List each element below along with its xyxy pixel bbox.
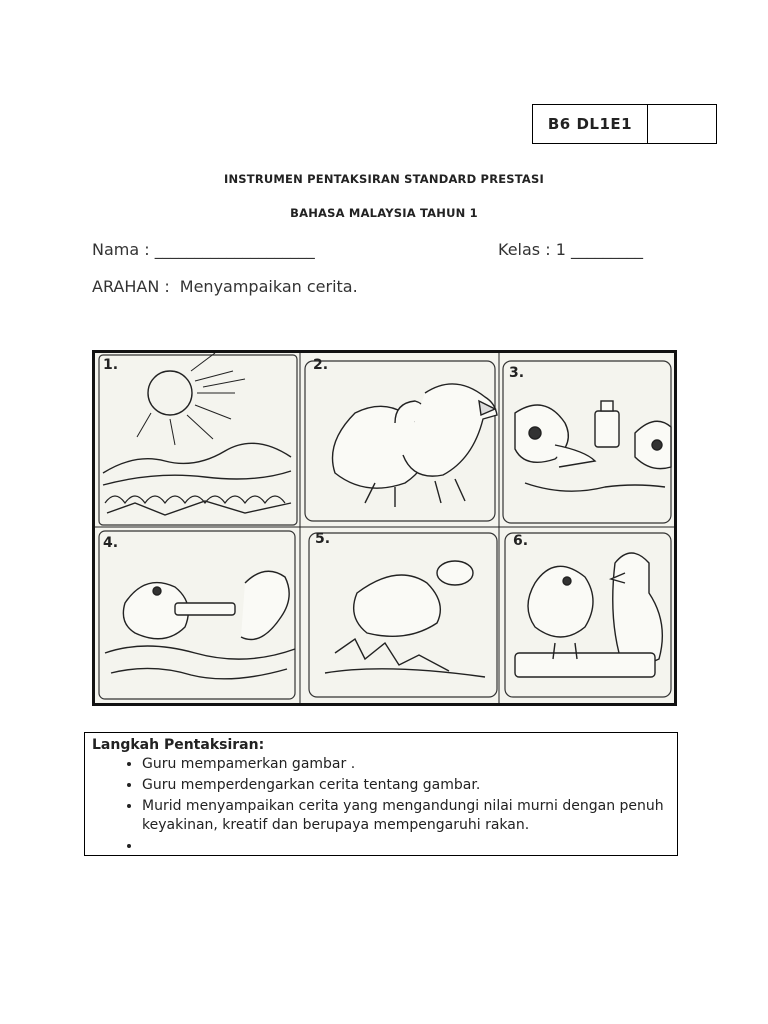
- steps-list: [92, 755, 670, 856]
- panel-number-5: 5.: [315, 531, 331, 547]
- instruction: [92, 277, 358, 296]
- instruction-text: Menyampaikan cerita.: [179, 277, 358, 296]
- name-field: Nama : ____________________: [92, 240, 315, 259]
- score-cell: [648, 105, 716, 143]
- assessment-steps-box: [84, 732, 678, 856]
- panel-2-scene: [333, 384, 498, 507]
- story-illustration: [95, 353, 674, 703]
- assessment-code-box: [532, 104, 717, 144]
- panel-number-4: 4.: [103, 535, 119, 551]
- heading-subject: BAHASA MALAYSIA TAHUN 1: [290, 206, 478, 220]
- step-item: • Murid menyampaikan cerita yang mengandungi nilai murni dengan penuh keyakinan, kreatif dan berupaya mempengaruhi rakan.: [142, 797, 670, 835]
- assessment-code: B6 DL1E1: [533, 105, 648, 143]
- class-field: Kelas : 1 _________: [498, 240, 643, 259]
- story-picture-grid: [92, 350, 677, 706]
- panel-4-scene: [105, 571, 295, 679]
- panel-3-scene: [515, 401, 671, 491]
- heading-instrument: INSTRUMEN PENTAKSIRAN STANDARD PRESTASI: [223, 172, 544, 186]
- instruction-label: ARAHAN :: [92, 277, 170, 296]
- panel-1-scene: [103, 353, 291, 515]
- panel-number-6: 6.: [513, 533, 529, 549]
- panel-number-3: 3.: [509, 365, 525, 381]
- step-item: • Guru mempamerkan gambar .: [142, 755, 670, 774]
- panel-6-scene: [515, 553, 662, 677]
- panel-5-scene: [325, 561, 485, 677]
- step-item: [142, 837, 670, 856]
- panel-number-1: 1.: [103, 357, 119, 373]
- panel-number-2: 2.: [313, 357, 329, 373]
- step-item: • Guru memperdengarkan cerita tentang gambar.: [142, 776, 670, 795]
- steps-title: Langkah Pentaksiran:: [92, 737, 265, 753]
